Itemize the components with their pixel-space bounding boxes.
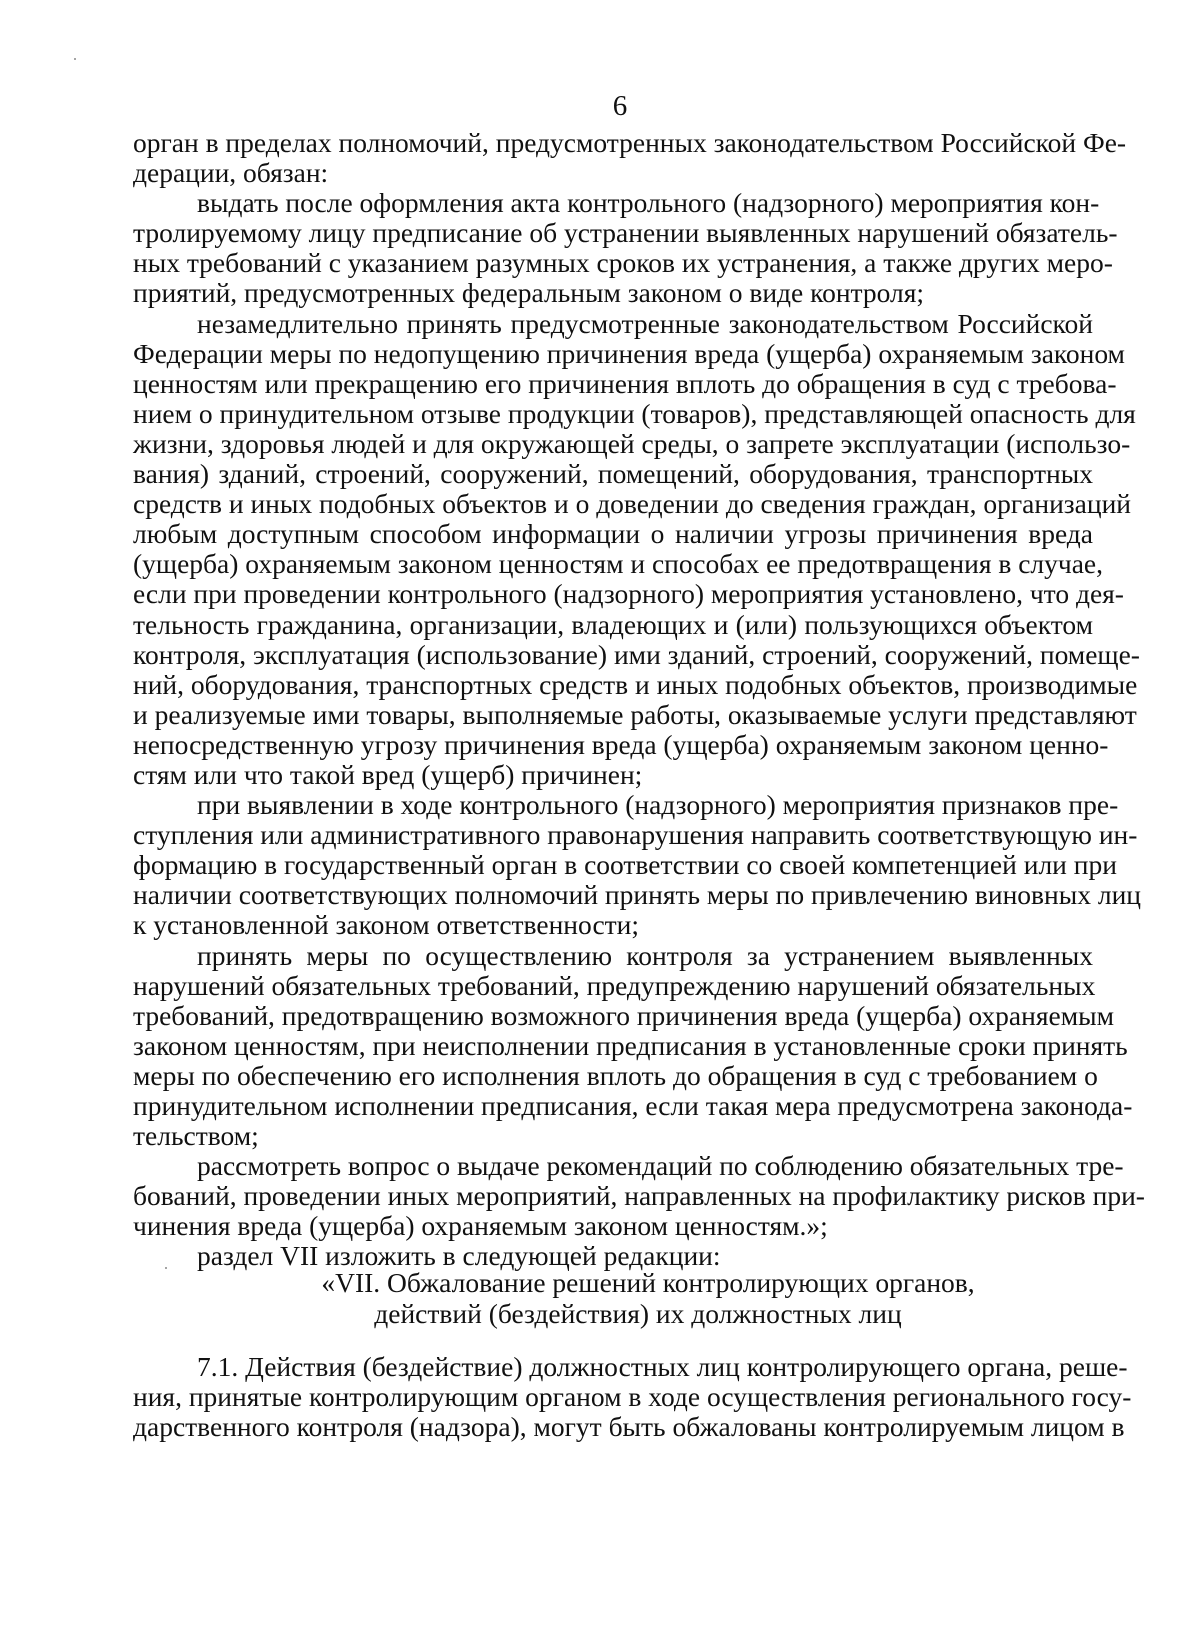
text-line: и реализуемые ими товары, выполняемые работы, оказываемые услуги представляют: [133, 698, 1137, 730]
paragraph-intro: [133, 127, 1127, 189]
text-line: нием о принудительном отзыве продукции (товаров), представляющей опасность для: [133, 397, 1136, 429]
text-line: требований, предотвращению возможного причинения вреда (ущерба) охраняемым: [133, 999, 1114, 1031]
text-line: чинения вреда (ущерба) охраняемым законом ценностям.»;: [133, 1210, 828, 1242]
text-line: дарственного контроля (надзора), могут быть обжалованы контролируемым лицом в: [133, 1411, 1125, 1443]
text-line: Федерации меры по недопущению причинения вреда (ущерба) охраняемым законом: [133, 337, 1125, 369]
text-line: принять меры по осуществлению контроля за устранением выявленных: [197, 939, 1093, 971]
scan-speck: [165, 1267, 167, 1269]
text-line: жизни, здоровья людей и для окружающей среды, о запрете эксплуатации (использо-: [133, 427, 1131, 459]
text-line: средств и иных подобных объектов и о доведении до сведения граждан, организаций: [133, 488, 1132, 520]
paragraph-issue-order: [133, 187, 1118, 309]
section-heading-line: «VII. Обжалование решений контролирующих органов,: [321, 1267, 975, 1298]
text-line: принудительном исполнении предписания, если такая мера предусмотрена законода-: [133, 1090, 1133, 1121]
text-line: вания) зданий, строений, сооружений, помещений, оборудования, транспортных: [133, 458, 1093, 490]
text-line: нарушений обязательных требований, предупреждению нарушений обязательных: [133, 969, 1096, 1001]
text-line: меры по обеспечению его исполнения вплоть до обращения в суд с требованием о: [133, 1059, 1098, 1091]
paragraph-immediate-measures: [133, 307, 1140, 791]
text-line: стям или что такой вред (ущерб) причинен;: [133, 758, 643, 790]
page-number: 6: [612, 90, 628, 122]
text-line: раздел VII изложить в следующей редакции:: [197, 1240, 721, 1272]
text-line: незамедлительно принять предусмотренные законодательством Российской: [197, 307, 1093, 339]
text-line: ний, оборудования, транспортных средств и иных подобных объектов, производимые: [133, 668, 1138, 700]
paragraph-crime-detection: [133, 789, 1142, 941]
section-heading-line: действий (бездействия) их должностных лиц: [374, 1297, 902, 1329]
text-line: бований, проведении иных мероприятий, направленных на профилактику рисков при-: [133, 1180, 1145, 1212]
text-line: приятий, предусмотренных федеральным законом о виде контроля;: [133, 277, 925, 309]
text-line: к установленной законом ответственности;: [133, 909, 640, 941]
text-line: орган в пределах полномочий, предусмотренных законодательством Российской Фе-: [133, 127, 1127, 158]
document-body: [133, 127, 1145, 1272]
text-line: тролируемому лицу предписание об устранении выявленных нарушений обязатель-: [133, 217, 1118, 249]
text-line: тельством;: [133, 1120, 259, 1152]
text-line: формацию в государственный орган в соответствии со своей компетенцией или при: [133, 849, 1117, 881]
section-heading: [133, 1268, 1093, 1329]
text-line: ценностям или прекращению его причинения вплоть до обращения в суд с требова-: [133, 367, 1117, 399]
text-line: непосредственную угрозу причинения вреда (ущерба) охраняемым законом ценно-: [133, 728, 1109, 760]
paragraph-control-measures: [133, 939, 1133, 1152]
text-line: если при проведении контрольного (надзорного) мероприятия установлено, что дея-: [133, 578, 1124, 610]
text-line: наличии соответствующих полномочий принять меры по привлечению виновных лиц: [133, 879, 1142, 911]
text-line: при выявлении в ходе контрольного (надзорного) мероприятия признаков пре-: [197, 789, 1119, 821]
text-line: ных требований с указанием разумных сроков их устранения, а также других меро-: [133, 247, 1113, 279]
text-line: выдать после оформления акта контрольного (надзорного) мероприятия кон-: [197, 187, 1100, 219]
text-line: рассмотреть вопрос о выдаче рекомендаций по соблюдению обязательных тре-: [197, 1150, 1124, 1182]
text-line: дерации, обязан:: [133, 157, 329, 189]
text-line: ступления или административного правонарушения направить соответствующую ин-: [133, 819, 1138, 851]
text-line: тельность гражданина, организации, владеющих и (или) пользующихся объектом: [133, 608, 1093, 640]
text-line: 7.1. Действия (бездействие) должностных лиц контролирующего органа, реше-: [197, 1351, 1128, 1382]
text-line: ния, принятые контролирующим органом в ходе осуществления регионального госу-: [133, 1381, 1132, 1413]
paragraph-recommendations: [133, 1150, 1145, 1242]
text-line: любым доступным способом информации о наличии угрозы причинения вреда: [133, 518, 1093, 550]
text-line: законом ценностям, при неисполнении предписания в установленные сроки принять: [133, 1029, 1128, 1061]
scan-speck: [74, 58, 76, 60]
text-line: контроля, эксплуатация (использование) ими зданий, строений, сооружений, помеще-: [133, 638, 1140, 670]
text-line: (ущерба) охраняемым законом ценностям и способах ее предотвращения в случае,: [133, 548, 1104, 580]
paragraph-7-1: [133, 1351, 1132, 1443]
